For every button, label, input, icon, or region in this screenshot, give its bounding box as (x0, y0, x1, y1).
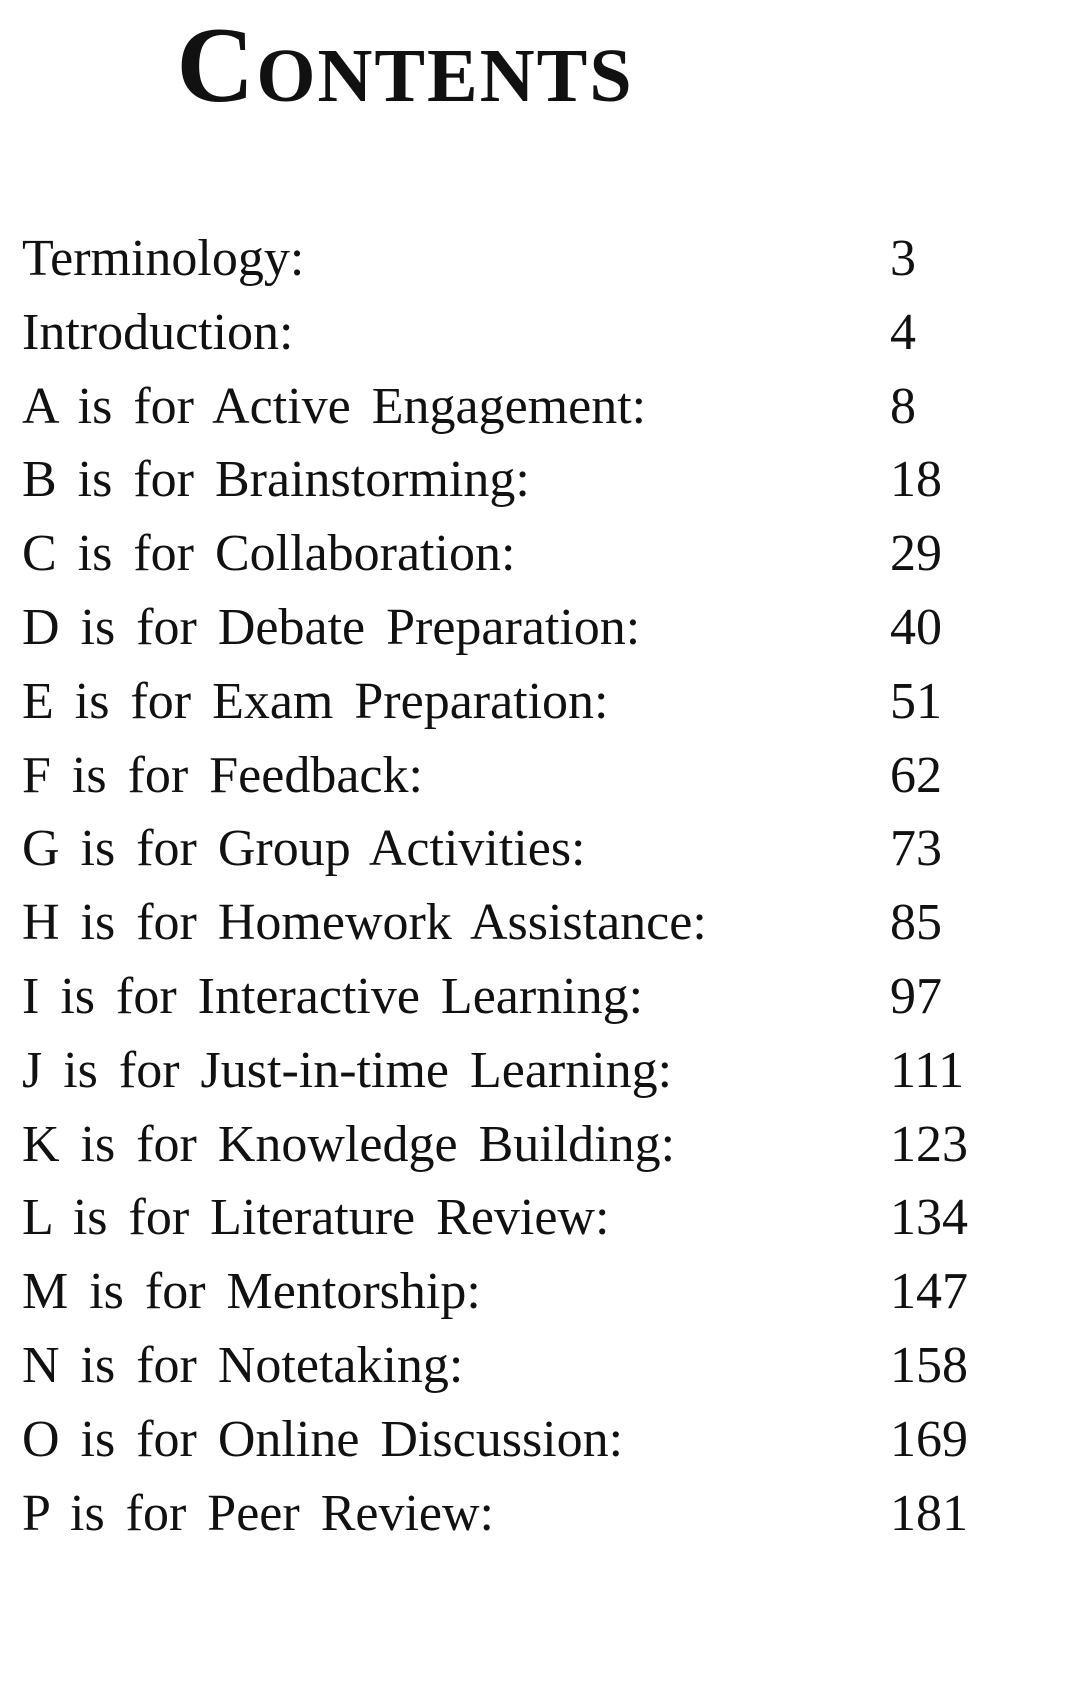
toc-entry-label: B is for Brainstorming: (22, 451, 530, 509)
toc-entry-label: J is for Just-in-time Learning: (22, 1041, 673, 1099)
toc-entry (22, 443, 1062, 517)
toc-page-number: 169 (890, 1410, 968, 1468)
toc-entry-label: Terminology: (22, 230, 305, 287)
toc-page-number: 85 (890, 894, 942, 952)
toc-entry-label: I is for Interactive Learning: (22, 967, 644, 1025)
toc-entry (22, 1181, 1062, 1255)
toc-entry (22, 370, 1062, 444)
toc-page-number: 51 (890, 672, 942, 730)
toc-page-number: 18 (890, 451, 942, 509)
toc-entry-label: N is for Notetaking: (22, 1336, 464, 1394)
toc-page-number: 97 (890, 967, 942, 1025)
toc-entry (22, 1477, 1062, 1551)
toc-entry-label: E is for Exam Preparation: (22, 672, 609, 730)
page-title: Contents (176, 6, 634, 125)
toc-entry (22, 1255, 1062, 1329)
toc-page-number: 3 (890, 230, 916, 287)
toc-entry-label: O is for Online Discussion: (22, 1410, 624, 1468)
toc-entry-label: P is for Peer Review: (22, 1484, 494, 1542)
toc-entry-label: K is for Knowledge Building: (22, 1115, 676, 1173)
toc-entry-label: A is for Active Engagement: (22, 377, 647, 435)
toc-entry (22, 1329, 1062, 1403)
toc-entry (22, 517, 1062, 591)
toc-entry-label: L is for Literature Review: (22, 1189, 610, 1247)
toc-entry (22, 222, 1062, 296)
toc-page-number: 181 (890, 1484, 968, 1542)
toc-page-number: 73 (890, 820, 942, 878)
toc-entry (22, 296, 1062, 370)
toc-entry (22, 739, 1062, 813)
toc-entry-label: M is for Mentorship: (22, 1263, 481, 1321)
toc-page-number: 29 (890, 525, 942, 583)
toc-entry-label: F is for Feedback: (22, 746, 423, 804)
toc-page-number: 123 (890, 1115, 968, 1173)
toc-page-number: 158 (890, 1336, 968, 1394)
toc-entry (22, 960, 1062, 1034)
toc-page-number: 62 (890, 746, 942, 804)
toc-page-number: 4 (890, 303, 916, 361)
toc-entry (22, 1403, 1062, 1477)
table-of-contents (22, 222, 1062, 1550)
toc-entry (22, 591, 1062, 665)
toc-entry-label: Introduction: (22, 303, 294, 361)
toc-entry (22, 812, 1062, 886)
toc-page-number: 147 (890, 1263, 968, 1321)
toc-page-number: 134 (890, 1189, 968, 1247)
toc-entry-label: D is for Debate Preparation: (22, 598, 641, 656)
toc-page-number: 111 (890, 1041, 965, 1099)
toc-page-number: 40 (890, 598, 942, 656)
toc-entry (22, 1034, 1062, 1108)
toc-entry-label: C is for Collaboration: (22, 525, 516, 583)
toc-page-number: 8 (890, 377, 916, 435)
toc-entry (22, 886, 1062, 960)
toc-entry (22, 665, 1062, 739)
toc-entry (22, 1108, 1062, 1182)
toc-entry-label: G is for Group Activities: (22, 820, 586, 878)
toc-entry-label: H is for Homework Assistance: (22, 894, 707, 952)
